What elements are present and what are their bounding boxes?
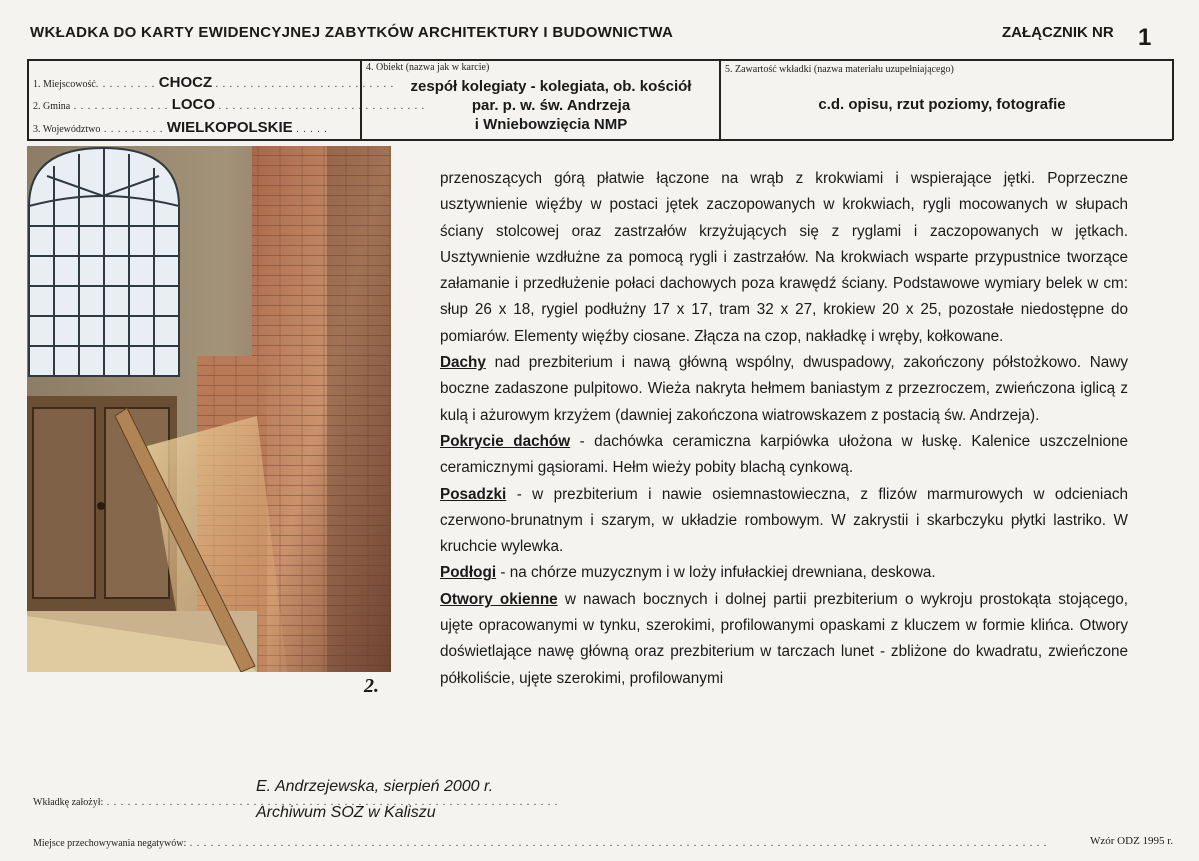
- locality-row: [33, 74, 394, 91]
- form-left-border: [27, 59, 29, 140]
- prepared-by-value: E. Andrzejewska, sierpień 2000 r.: [256, 778, 494, 795]
- term-podlogi: Podłogi: [440, 564, 497, 582]
- text-pokrycie: - dachówka ceramiczna karpiówka ułożona w łuskę. Kalenice uszczelnione ceramicznymi gąsiorami. Hełm wieży pobity blachą cynkową.: [440, 432, 1128, 477]
- text-dachy: nad prezbiterium i nawą główną wspólny, dwuspadowy, zakończony półstożkowo. Nawy boczne zadaszone pulpitowo. Wieża nakryta hełmem baniastym z przezroczem, zwieńczona iglicą z kulą i ażurowym krzyżem (dawniej zakończona wiatrowskazem z postacią św. Andrzeja).: [440, 354, 1128, 424]
- term-otwory: Otwory okienne: [440, 590, 558, 608]
- form-top-border: [27, 59, 1173, 61]
- contents-label: 5. Zawartość wkładki (nazwa materiału uzupełniającego): [725, 64, 954, 75]
- dot-leader: . . . . . . . . . . . . . .: [70, 101, 172, 112]
- dot-leader: . . . . . . . . . . . . . . . . . . . . . . . . . . . . . . . . . . . . . . . . . . . . . . . . . . . . . . . . . . . . . . . . . . . . . . . . . . . . . . . . . . . . . . . . . . . . . . . . . . . . . . . . . . . . . . . . . . . . . . . . . . .: [186, 838, 1048, 849]
- voivodeship-value: WIELKOPOLSKIE: [166, 119, 293, 136]
- dot-leader: . . . . . . . . . . . . . . . . . . . . . . . . . . . . . . . . . . . . . . . . . . . . . . . . . . . . . . . . . . . . . . . . .: [103, 797, 559, 808]
- annex-number: 1: [1138, 24, 1152, 51]
- form-divider-2: [719, 59, 721, 140]
- dot-leader: . . . . . . . . . . . . . . . . . . . . . . . . . .: [212, 79, 395, 90]
- locality-label: 1. Miejscowość: [33, 79, 96, 90]
- object-line-2: par. p. w. św. Andrzeja: [471, 97, 631, 114]
- object-line-1: zespół kolegiaty - kolegiata, ob. kościół: [410, 78, 692, 95]
- voivodeship-label: 3. Województwo: [33, 124, 101, 135]
- form-bottom-border: [27, 139, 1173, 141]
- commune-label: 2. Gmina: [33, 101, 71, 112]
- paragraph-roofs: [440, 350, 1128, 429]
- form-right-border: [1172, 59, 1174, 140]
- negatives-location-value: Archiwum SOZ w Kaliszu: [256, 804, 436, 821]
- negatives-row: [33, 838, 1047, 849]
- term-dachy: Dachy: [440, 354, 486, 372]
- dot-leader: . . . . . . . . .: [100, 124, 167, 135]
- paragraph-timber-frame: przenoszących górą płatwie łączone na wrąb z krokwiami i wspierające jętki. Poprzeczne usztywnienie więźby w postaci jętek zaczopowanych w krokwiach, rygli mocowanych w słupach ściany stolcowej oraz zastrzałów krzyżujących się z ryglami i zaczopowanych w jętkach. Usztywnienie wzdłużne za pomocą rygli i zastrzałów. Na krokwiach wsparte przypustnice tworzące załamanie i przedłużenie połaci dachowych poza krawędź ściany. Podstawowe wymiary belek w cm: słup 26 x 18, rygiel podłużny 17 x 17, tram 32 x 27, krokiew 20 x 25, pozostałe niedostępne do pomiarów. Elementy więźby ciosane. Złącza na czop, nakładkę i wręby, kołkowane.: [440, 170, 1128, 345]
- object-line-3: i Wniebowzięcia NMP: [474, 116, 628, 133]
- document-title: WKŁADKA DO KARTY EWIDENCYJNEJ ZABYTKÓW ARCHITEKTURY I BUDOWNICTWA: [30, 24, 674, 41]
- church-interior-photo: [27, 146, 391, 672]
- paragraph-roofing: [440, 429, 1128, 482]
- dot-leader: . . . . . . . . .: [95, 79, 159, 90]
- text-posadzki: - w prezbiterium i nawie osiemnastowieczna, z flizów marmurowych w odcieniach czerwono-brunatnym i szarym, w układzie rombowym. W zakrystii i skarbczyku płytki lastriko. W kruchcie wylewka.: [440, 485, 1128, 556]
- commune-value: LOCO: [171, 96, 216, 113]
- commune-row: [33, 96, 425, 113]
- paragraph-windows: [440, 587, 1128, 692]
- paragraph-floors-stone: [440, 482, 1128, 561]
- term-posadzki: Posadzki: [440, 485, 507, 503]
- locality-value: CHOCZ: [158, 74, 213, 91]
- dot-leader: . . . . .: [292, 124, 328, 135]
- prepared-by-label: Wkładkę założył:: [33, 797, 104, 808]
- annex-label: ZAŁĄCZNIK NR: [1002, 24, 1114, 41]
- text-podlogi: - na chórze muzycznym i w loży infułackiej drewniana, deskowa.: [496, 564, 936, 582]
- paragraph-floors-wood: [440, 560, 1128, 586]
- negatives-label: Miejsce przechowywania negatywów:: [33, 838, 187, 849]
- photo-number: 2.: [364, 675, 379, 697]
- dot-leader: . . . . . . . . . . . . . . . . . . . . . . . . . . . . . .: [215, 101, 426, 112]
- voivodeship-row: [33, 119, 328, 136]
- text-otwory: w nawach bocznych i dolnej partii prezbiterium o wykroju prostokąta stojącego, ujęte opracowanymi w tynku, szerokimi, profilowanymi opaskami z kluczem w formie klińca. Otwory doświetlające nawę główną oraz prezbiterium w tarczach lunet - zbliżone do kwadratu, zwieńczone półkoliście, ujęte szerokimi, profilowanymi: [440, 590, 1128, 687]
- object-name: [384, 77, 718, 134]
- description-text: [440, 166, 1128, 692]
- contents-value: c.d. opisu, rzut poziomy, fotografie: [818, 96, 1066, 113]
- term-pokrycie: Pokrycie dachów: [440, 432, 571, 450]
- object-label: 4. Obiekt (nazwa jak w karcie): [366, 62, 490, 73]
- template-code: Wzór ODZ 1995 r.: [1090, 835, 1174, 847]
